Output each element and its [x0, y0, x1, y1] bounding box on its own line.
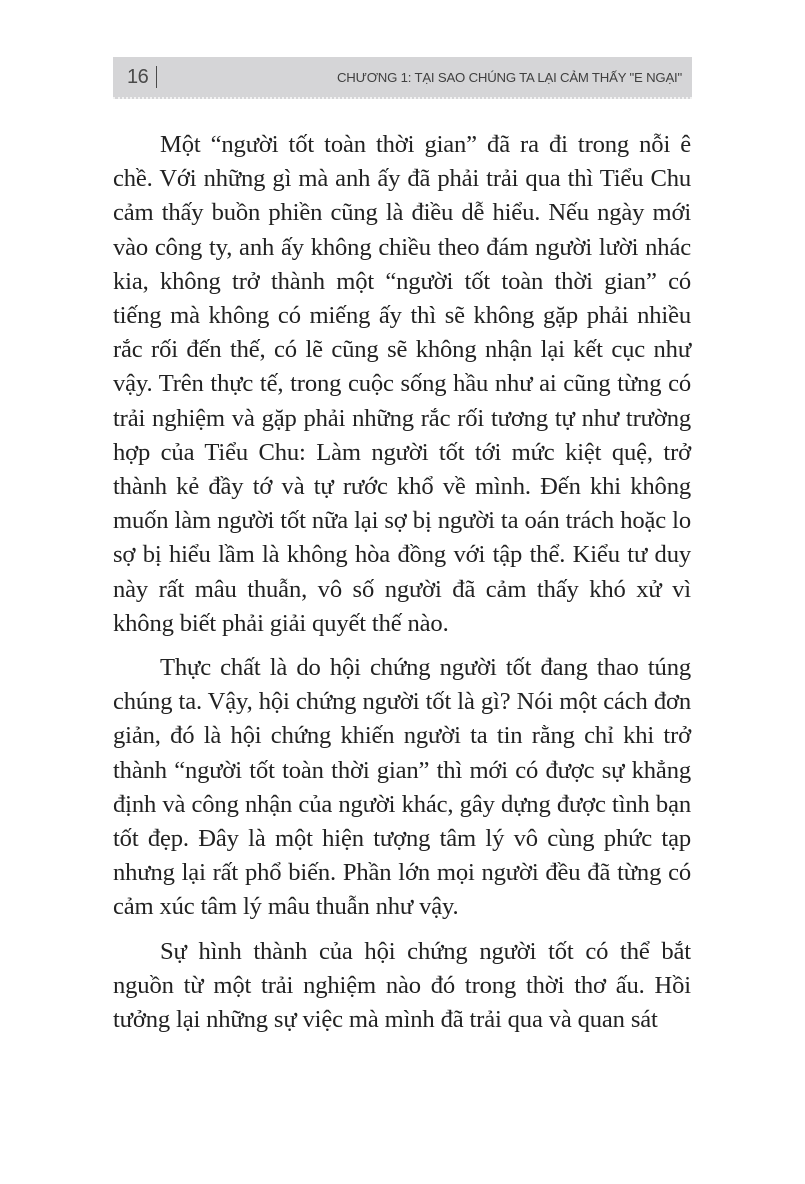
paragraph-2: Thực chất là do hội chứng người tốt đang thao túng chúng ta. Vậy, hội chứng người tốt là gì? Nói một cách đơn giản, đó là hội chứng khiến người ta tin rằng chỉ khi trở thành “người tốt toàn thời gian” thì mới có được sự khẳng định và công nhận của người khác, gây dựng được tình bạn tốt đẹp. Đây là một hiện tượng tâm lý vô cùng phức tạp nhưng lại rất phổ biến. Phần lớn mọi người đều đã từng có cảm xúc tâm lý mâu thuẫn như vậy.	[113, 654, 691, 921]
paragraph-3: Sự hình thành của hội chứng người tốt có thể bắt nguồn từ một trải nghiệm nào đó trong thời thơ ấu. Hồi tưởng lại những sự việc mà mình đã trải qua và quan sát	[113, 937, 691, 1034]
chapter-title: CHƯƠNG 1: TẠI SAO CHÚNG TA LẠI CẢM THẤY "E NGẠI"	[336, 70, 682, 85]
body-text	[113, 128, 691, 1037]
paragraph-1: Một “người tốt toàn thời gian” đã ra đi trong nỗi ê chề. Với những gì mà anh ấy đã phải trải qua thì Tiểu Chu cảm thấy buồn phiền cũng là điều dễ hiểu. Nếu ngày mới vào công ty, anh ấy không chiều theo đám người lười nhác kia, không trở thành một “người tốt toàn thời gian” có tiếng mà không có miếng ấy thì sẽ không gặp phải nhiều rắc rối đến thế, có lẽ cũng sẽ không nhận lại kết cục như vậy. Trên thực tế, trong cuộc sống hầu như ai cũng từng có trải nghiệm và gặp phải những rắc rối tương tự như trường hợp của Tiểu Chu: Làm người tốt tới mức kiệt quệ, trở thành kẻ đầy tớ và tự rước khổ về mình. Đến khi không muốn làm người tốt nữa lại sợ bị người ta oán trách hoặc lo sợ bị hiểu lầm là không hòa đồng với tập thể. Kiểu tư duy này rất mâu thuẫn, vô số người đã cảm thấy khó xử vì không biết phải giải quyết thế nào.	[113, 131, 691, 637]
running-header	[113, 57, 692, 99]
page-number: 16	[127, 66, 149, 88]
header-divider	[156, 66, 157, 88]
